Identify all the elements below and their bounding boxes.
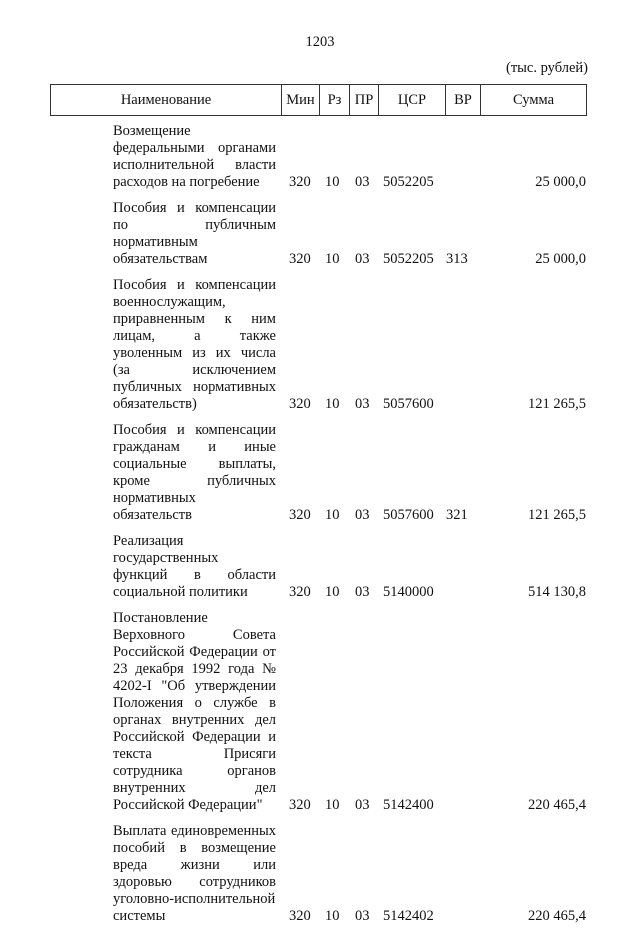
unit-label: (тыс. рублей) xyxy=(506,60,588,76)
header-csr: ЦСР xyxy=(379,85,446,116)
row-csr: 5057600 xyxy=(383,396,434,412)
row-sum: 220 465,4 xyxy=(528,797,586,813)
header-pr: ПР xyxy=(350,85,379,116)
page-number: 1203 xyxy=(305,34,335,50)
row-sum: 514 130,8 xyxy=(528,584,586,600)
table-row xyxy=(0,823,640,925)
row-name: Пособия и компенсации гражданам и иные социальные выплаты, кроме публичных нормативных обязательств xyxy=(113,422,276,523)
header-name: Наименование xyxy=(51,85,282,116)
table-row xyxy=(0,123,640,191)
row-csr: 5052205 xyxy=(383,174,434,190)
row-min: 320 xyxy=(289,584,311,600)
row-name: Постановление Верховного Совета Российской Федерации от 23 декабря 1992 года № 4202-I "Об утверждении Положения о службе в органах внутренних дел Российской Федерации и текста Присяги сотрудника органов внутренних дел Российской Федерации" xyxy=(113,610,276,813)
table-row xyxy=(0,610,640,814)
row-sum: 121 265,5 xyxy=(528,507,586,523)
row-min: 320 xyxy=(289,396,311,412)
row-pr: 03 xyxy=(355,507,370,523)
table-body xyxy=(0,123,640,934)
table-header xyxy=(50,84,587,116)
row-min: 320 xyxy=(289,908,311,924)
header-sum: Сумма xyxy=(481,85,587,116)
table-row xyxy=(0,277,640,413)
row-name: Пособия и компенсации военнослужащим, приравненным к ним лицам, а также уволенным из их числа (за исключением публичных нормативных обязательств) xyxy=(113,277,276,412)
row-pr: 03 xyxy=(355,396,370,412)
table-row xyxy=(0,200,640,268)
row-pr: 03 xyxy=(355,251,370,267)
row-pr: 03 xyxy=(355,797,370,813)
row-pr: 03 xyxy=(355,174,370,190)
row-name: Выплата единовременных пособий в возмещение вреда жизни или здоровью сотрудников уголовно-исполнительной системы xyxy=(113,823,276,924)
row-csr: 5140000 xyxy=(383,584,434,600)
header-rz: Рз xyxy=(320,85,350,116)
header-min: Мин xyxy=(282,85,320,116)
row-csr: 5057600 xyxy=(383,507,434,523)
row-csr: 5142402 xyxy=(383,908,434,924)
row-rz: 10 xyxy=(325,797,340,813)
row-pr: 03 xyxy=(355,584,370,600)
row-sum: 25 000,0 xyxy=(535,174,586,190)
row-csr: 5142400 xyxy=(383,797,434,813)
row-rz: 10 xyxy=(325,174,340,190)
table-row xyxy=(0,533,640,601)
row-vr: 313 xyxy=(446,251,468,267)
row-min: 320 xyxy=(289,174,311,190)
row-min: 320 xyxy=(289,797,311,813)
row-sum: 121 265,5 xyxy=(528,396,586,412)
header-vr: ВР xyxy=(446,85,481,116)
row-min: 320 xyxy=(289,507,311,523)
row-rz: 10 xyxy=(325,251,340,267)
row-sum: 220 465,4 xyxy=(528,908,586,924)
row-rz: 10 xyxy=(325,396,340,412)
row-csr: 5052205 xyxy=(383,251,434,267)
row-name: Реализация государственных функций в области социальной политики xyxy=(113,533,276,600)
row-rz: 10 xyxy=(325,908,340,924)
table-row xyxy=(0,422,640,524)
row-sum: 25 000,0 xyxy=(535,251,586,267)
row-name: Возмещение федеральными органами исполнительной власти расходов на погребение xyxy=(113,123,276,190)
row-vr: 321 xyxy=(446,507,468,523)
row-name: Пособия и компенсации по публичным нормативным обязательствам xyxy=(113,200,276,267)
row-rz: 10 xyxy=(325,507,340,523)
row-rz: 10 xyxy=(325,584,340,600)
row-min: 320 xyxy=(289,251,311,267)
row-pr: 03 xyxy=(355,908,370,924)
